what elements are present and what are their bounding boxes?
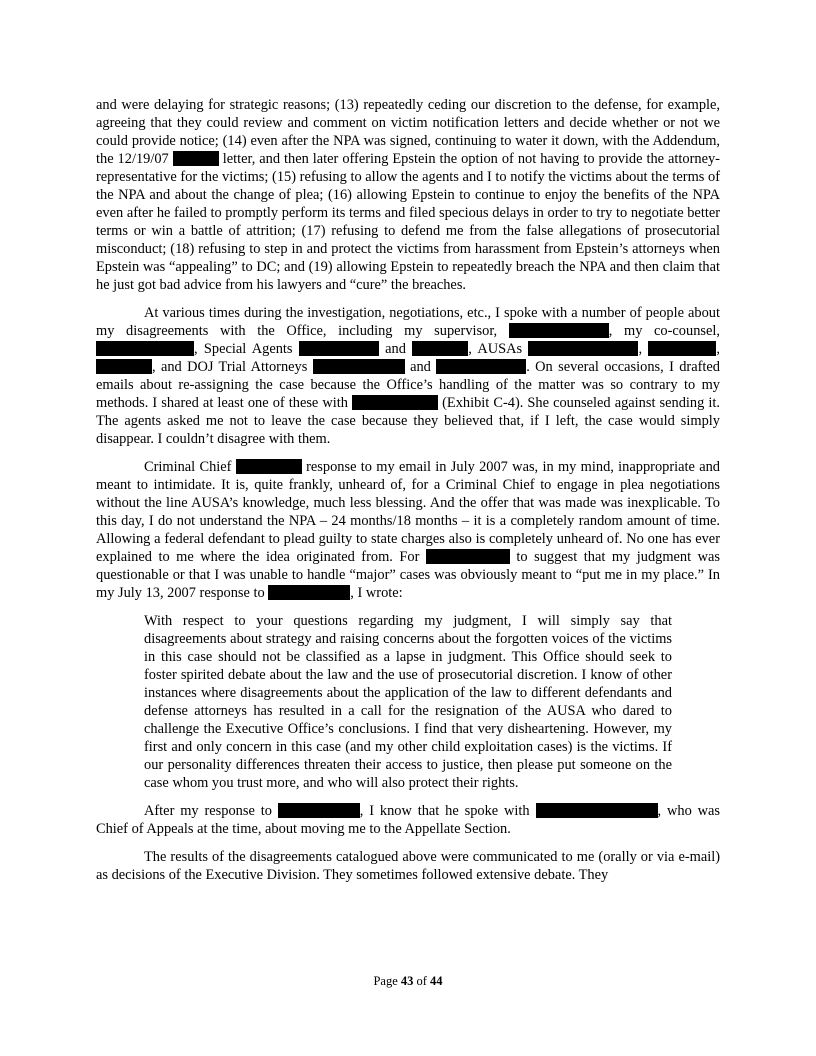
document-page [96, 96, 720, 894]
text: , Special Agents [194, 341, 293, 357]
redaction [426, 549, 510, 564]
redaction [299, 341, 379, 356]
text: . On several occasions, I drafted emails about re-assigning the case because the Office’s handling of the matter was so contrary to my methods. I shared at least one of these with [96, 359, 720, 411]
redaction [96, 341, 194, 356]
block-quote: With respect to your questions regarding my judgment, I will simply say that disagreements about strategy and raising concerns about the forgotten voices of the victims in this case should not be classified as a lapse in judgment. This Office should seek to foster spirited debate about the law and the use of prosecutorial discretion. I know of other instances where disagreements about the application of the law to different defendants and defense attorneys has resulted in a call for the resignation of the AUSA who dared to challenge the Executive Office’s conclusions. I find that very disheartening. However, my first and only concern in this case (and my other child exploitation cases) is the victims. If our personality differences threaten their access to justice, then please put someone on the case whom you trust more, and who will also protect their rights. [144, 613, 672, 791]
footer-of: of [416, 974, 427, 988]
text: After my response to [144, 803, 272, 819]
redaction [268, 585, 350, 600]
text: Criminal Chief [144, 459, 232, 475]
text: to suggest that my judgment was questionable or that I was unable to handle “major” cases was obviously meant to “put me in my place.” In my July 13, 2007 response to [96, 549, 721, 601]
text: (Exhibit C-4). She counseled against sending it. The agents asked me not to leave the case because they believed that, if I left, the case would simply disappear. I couldn’t disagree with them. [96, 395, 720, 447]
redaction [236, 459, 302, 474]
text: , who was Chief of Appeals at the time, about moving me to the Appellate Section. [96, 803, 721, 837]
text: , [716, 341, 720, 357]
redaction [96, 359, 152, 374]
text: , [638, 341, 643, 357]
redaction [436, 359, 526, 374]
paragraph-disagreements [96, 304, 720, 448]
text: , my co-counsel, [608, 323, 720, 339]
redaction [509, 323, 609, 338]
text: and [385, 341, 406, 357]
page-number: 43 [400, 974, 414, 988]
text: , and DOJ Trial Attorneys [152, 359, 308, 375]
page-total: 44 [430, 974, 443, 988]
paragraph-list-continuation [96, 96, 720, 294]
text: At various times during the investigation, negotiations, etc., I spoke with a number of people about my disagreements with the Office, including my supervisor, [96, 305, 720, 339]
redaction [278, 803, 360, 818]
text: response to my email in July 2007 was, in my mind, inappropriate and meant to intimidate. It is, quite frankly, unheard of, for a Criminal Chief to engage in plea negotiations without the line AUSA’s knowledge, much less blessing. And the offer that was made was inexplicable. To this day, I do not understand the NPA – 24 months/18 months – it is a completely random amount of time. Allowing a federal defendant to plead guilty to state charges also is completely unheard of. No one has ever explained to me where the idea originated from. For [96, 459, 720, 565]
text: letter, and then later offering Epstein the option of not having to provide the attorney-representative for the victims; (15) refusing to allow the agents and I to notify the victims about the terms of the NPA and about the change of plea; (16) allowing Epstein to continue to enjoy the benefits of the NPA even after he failed to promptly perform its terms and filed specious delays in order to try to negotiate better terms or win a battle of attrition; (17) refusing to defend me from the false allegations of prosecutorial misconduct; (18) refusing to step in and protect the victims from harassment from Epstein’s attorneys when Epstein was “appealing” to DC; and (19) allowing Epstein to repeatedly breach the NPA and then claim that he just got bad advice from his lawyers and “cure” the breaches. [96, 151, 720, 293]
redaction [648, 341, 716, 356]
redaction [352, 395, 438, 410]
text: , I wrote: [350, 585, 403, 601]
paragraph-results: The results of the disagreements catalogued above were communicated to me (orally or via e-mail) as decisions of the Executive Division. They sometimes followed extensive debate. They [96, 849, 720, 883]
text: and were delaying for strategic reasons; (13) repeatedly ceding our discretion to the defense, for example, agreeing that they could review and comment on victim notification letters and decide whether or not we could provide notice; (14) even after the NPA was signed, continuing to water it down, with the Addendum, the 12/19/07 [96, 97, 720, 167]
redaction [313, 359, 405, 374]
redaction [528, 341, 638, 356]
redaction [412, 341, 468, 356]
paragraph-after-response [96, 802, 720, 838]
footer-prefix: Page [373, 974, 398, 988]
text: and [410, 359, 431, 375]
text: , I know that he spoke with [359, 803, 530, 819]
text: , AUSAs [468, 341, 523, 357]
redaction [536, 803, 658, 818]
paragraph-criminal-chief [96, 458, 720, 602]
page-footer [0, 974, 816, 989]
redaction [173, 151, 219, 166]
